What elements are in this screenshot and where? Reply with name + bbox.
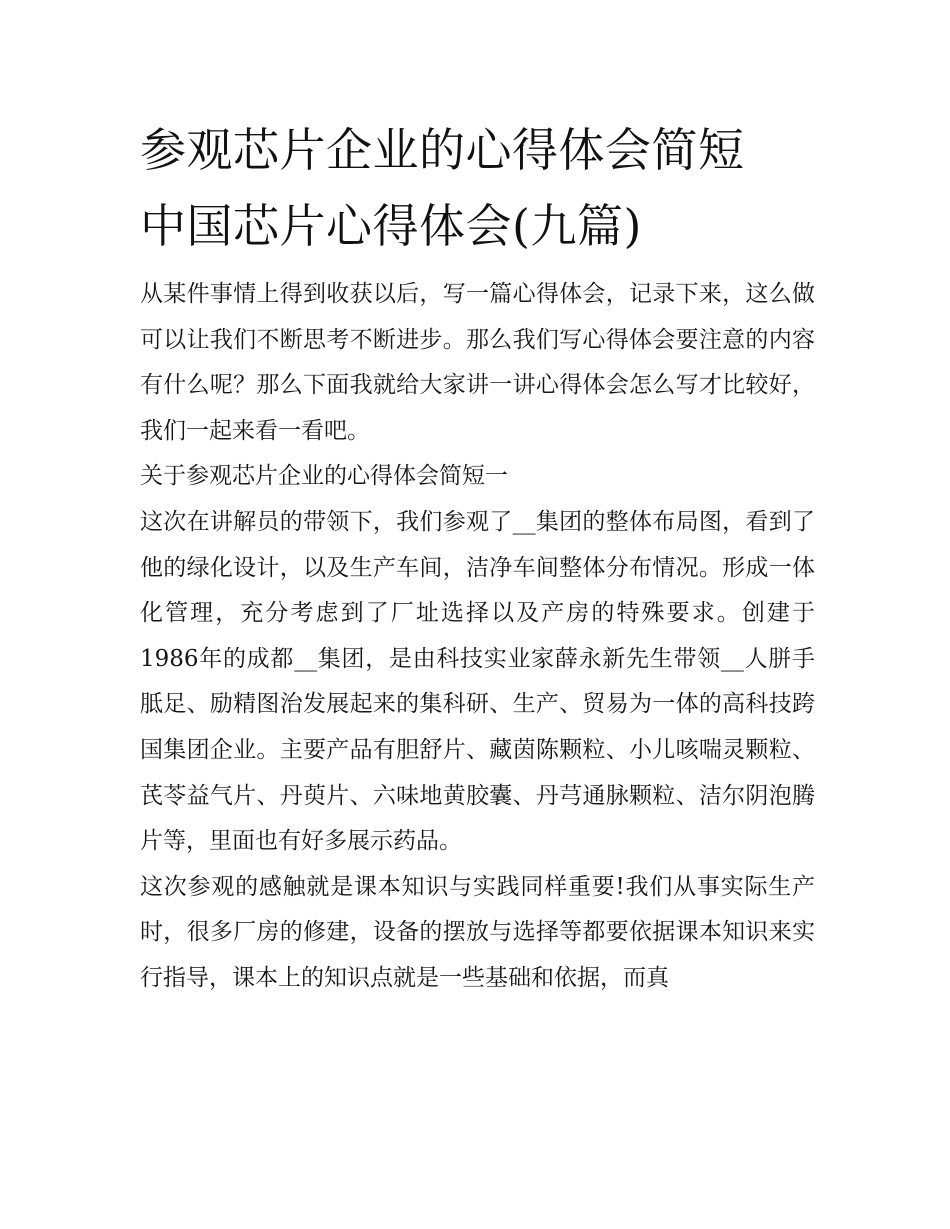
document-title <box>140 112 815 264</box>
document-body <box>140 272 815 1002</box>
intro-paragraph: 从某件事情上得到收获以后，写一篇心得体会，记录下来，这么做可以让我们不断思考不断进步。那么我们写心得体会要注意的内容有什么呢？那么下面我就给大家讲一讲心得体会怎么写才比较好，我们一起来看一看吧。 <box>140 281 815 444</box>
body-paragraph-2: 这次参观的感触就是课本知识与实践同样重要!我们从事实际生产时，很多厂房的修建，设备的摆放与选择等都要依据课本知识来实行指导，课本上的知识点就是一些基础和依据，而真 <box>140 873 815 991</box>
section-heading: 关于参观芯片企业的心得体会简短一 <box>140 463 508 490</box>
title-line-1: 参观芯片企业的心得体会简短 <box>140 123 745 177</box>
document-content <box>140 112 815 1002</box>
body-paragraph-1: 这次在讲解员的带领下，我们参观了__集团的整体布局图，看到了他的绿化设计，以及生产车间，洁净车间整体分布情况。形成一体化管理，充分考虑到了厂址选择以及产房的特殊要求。创建于1986年的成都__集团，是由科技实业家薛永新先生带领__人胼手胝足、励精图治发展起来的集科研、生产、贸易为一体的高科技跨国集团企业。主要产品有胆舒片、藏茵陈颗粒、小儿咳喘灵颗粒、芪苓益气片、丹萸片、六味地黄胶囊、丹芎通脉颗粒、洁尔阴泡腾片等，里面也有好多展示药品。 <box>140 508 815 855</box>
title-line-2: 中国芯片心得体会(九篇) <box>140 199 642 253</box>
